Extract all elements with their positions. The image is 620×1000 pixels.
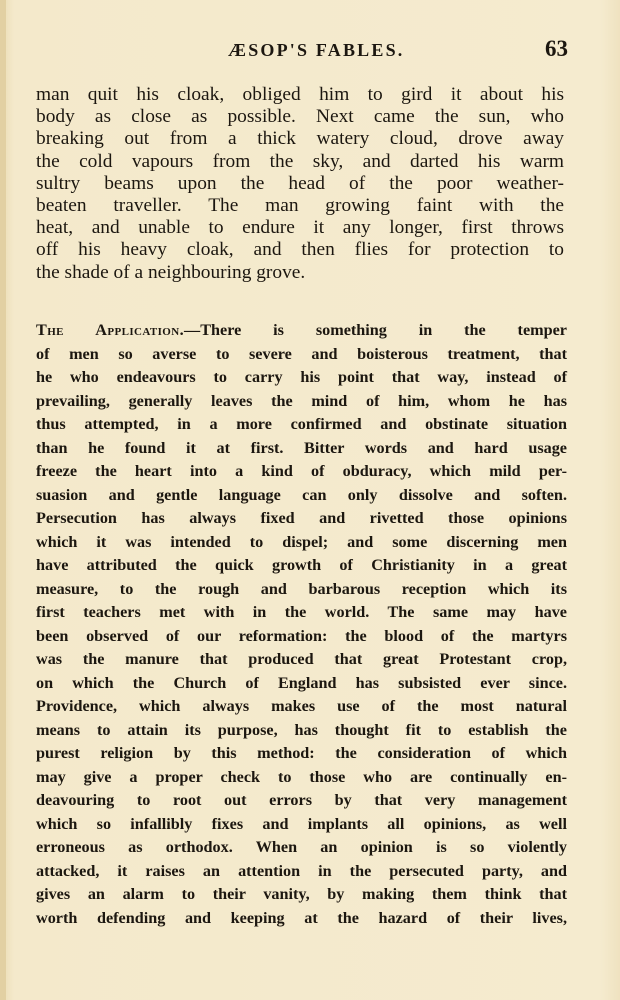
application-line: prevailing, generally leaves the mind of him, whom he has bbox=[36, 391, 567, 410]
page-number: 63 bbox=[545, 36, 568, 61]
application-line: may give a proper check to those who are continually en- bbox=[36, 767, 567, 786]
fable-line: sultry beams upon the head of the poor weather- bbox=[36, 172, 564, 194]
application-line: gives an alarm to their vanity, by making them think that bbox=[36, 885, 567, 903]
fable-line: beaten traveller. The man growing faint with the bbox=[36, 195, 564, 217]
page-gutter bbox=[0, 0, 6, 1000]
running-title: ÆSOP'S FABLES. bbox=[228, 40, 405, 60]
fable-line: breaking out from a thick watery cloud, drove away bbox=[36, 128, 564, 150]
application-line: erroneous as orthodox. When an opinion is so violently bbox=[36, 838, 567, 856]
application-line: thus attempted, in a more confirmed and obstinate situation bbox=[36, 415, 567, 433]
fable-line: off his heavy cloak, and then flies for protection to bbox=[36, 239, 564, 261]
fable-line: the shade of a neighbouring grove. bbox=[36, 261, 306, 283]
application-heading: The Application. bbox=[36, 321, 185, 339]
application-line: worth defending and keeping at the hazard of their lives, bbox=[36, 908, 567, 927]
application-line: he who endeavours to carry his point that way, instead of bbox=[36, 368, 567, 386]
application-line: on which the Church of England has subsisted ever since. bbox=[36, 673, 567, 692]
application-line: have attributed the quick growth of Christianity in a great bbox=[36, 556, 567, 574]
application-line: freeze the heart into a kind of obduracy, which mild per- bbox=[36, 462, 567, 480]
application-line: first teachers met with in the world. The same may have bbox=[36, 603, 567, 621]
application-line: purest religion by this method: the consideration of which bbox=[36, 744, 567, 762]
fable-text bbox=[36, 84, 564, 284]
application-line: Providence, which always makes use of the most natural bbox=[36, 697, 567, 715]
application-line: of men so averse to severe and boisterous treatment, that bbox=[36, 344, 567, 363]
application-line: measure, to the rough and barbarous reception which its bbox=[36, 579, 567, 598]
fable-line: man quit his cloak, obliged him to gird it about his bbox=[36, 84, 564, 105]
page-header bbox=[0, 36, 620, 70]
fable-line: body as close as possible. Next came the sun, who bbox=[36, 106, 564, 128]
application-line: suasion and gentle language can only dissolve and soften. bbox=[36, 485, 567, 504]
application-line: attacked, it raises an attention in the persecuted party, and bbox=[36, 861, 567, 880]
fable-line: heat, and unable to endure it any longer, first throws bbox=[36, 217, 564, 239]
application-line: which so infallibly fixes and implants all opinions, as well bbox=[36, 814, 567, 833]
application-line: means to attain its purpose, has thought fit to establish the bbox=[36, 720, 567, 739]
application-first-line bbox=[36, 319, 567, 343]
application-line: been observed of our reformation: the blood of the martyrs bbox=[36, 626, 567, 645]
application-line: which it was intended to dispel; and some discerning men bbox=[36, 532, 567, 551]
application-paragraph bbox=[36, 319, 567, 930]
application-line: than he found it at first. Bitter words and hard usage bbox=[36, 438, 567, 457]
application-line: Persecution has always fixed and rivetted those opinions bbox=[36, 509, 567, 527]
application-first-line-text: —There is something in the temper bbox=[184, 321, 567, 339]
application-line: deavouring to root out errors by that very management bbox=[36, 791, 567, 809]
fable-line: the cold vapours from the sky, and darted his warm bbox=[36, 150, 564, 172]
application-line: was the manure that produced that great Protestant crop, bbox=[36, 650, 567, 668]
